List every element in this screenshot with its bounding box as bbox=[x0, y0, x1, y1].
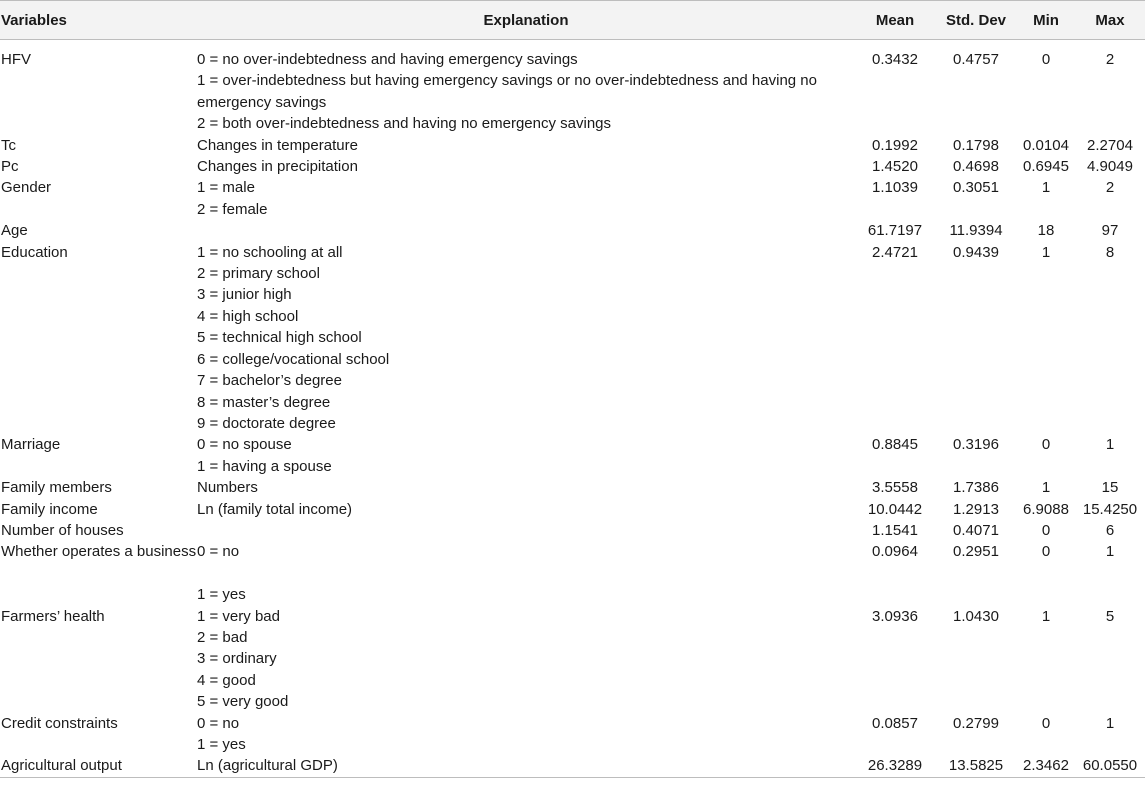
explanation-cell bbox=[197, 499, 855, 520]
mean-value: 1.1039 bbox=[872, 179, 918, 197]
table-row bbox=[0, 177, 1145, 220]
table-row bbox=[0, 156, 1145, 177]
explanation-line: 1 = having a spouse bbox=[197, 457, 332, 475]
variable-name: Credit constraints bbox=[1, 714, 118, 732]
explanation-cell bbox=[197, 135, 855, 156]
explanation-line: Ln (family total income) bbox=[197, 500, 353, 518]
explanation-line: 4 = good bbox=[197, 671, 256, 689]
std-dev-value: 0.4757 bbox=[953, 51, 999, 68]
explanation-line: 2 = both over-indebtedness and having no emergency savings bbox=[197, 115, 612, 133]
mean-value: 10.0442 bbox=[867, 500, 923, 518]
mean-value: 61.7197 bbox=[867, 222, 923, 240]
mean-value: 0.3432 bbox=[872, 51, 918, 68]
explanation-line: Changes in temperature bbox=[197, 136, 358, 154]
min-value: 18 bbox=[1037, 222, 1055, 240]
table-row bbox=[0, 477, 1145, 498]
explanation-cell bbox=[197, 220, 855, 241]
explanation-line bbox=[197, 563, 855, 584]
table-header-row bbox=[0, 1, 1145, 40]
header-std-dev: Std. Dev bbox=[935, 1, 1017, 40]
min-value: 0.6945 bbox=[1023, 158, 1069, 176]
table-row bbox=[0, 40, 1145, 135]
explanation-line: 3 = junior high bbox=[197, 286, 292, 304]
mean-value: 0.8845 bbox=[872, 436, 918, 454]
max-value: 97 bbox=[1101, 222, 1119, 240]
explanation-line: 0 = no bbox=[197, 714, 240, 732]
explanation-cell bbox=[197, 434, 855, 477]
variable-name: Family members bbox=[1, 479, 112, 497]
explanation-cell bbox=[197, 606, 855, 713]
explanation-cell bbox=[197, 177, 855, 220]
table-row bbox=[0, 713, 1145, 756]
explanation-cell bbox=[197, 755, 855, 777]
explanation-line: 8 = master’s degree bbox=[197, 393, 331, 411]
min-value: 6.9088 bbox=[1023, 500, 1069, 518]
std-dev-value: 0.4698 bbox=[953, 158, 999, 176]
explanation-line: Changes in precipitation bbox=[197, 158, 358, 176]
mean-value: 1.4520 bbox=[872, 158, 918, 176]
header-mean: Mean bbox=[855, 1, 935, 40]
std-dev-value: 1.2913 bbox=[953, 500, 999, 518]
variable-name: Tc bbox=[1, 136, 16, 154]
explanation-line: 1 = yes bbox=[197, 736, 246, 753]
header-explanation: Explanation bbox=[197, 1, 855, 40]
explanation-line: 0 = no bbox=[197, 543, 240, 561]
table-row bbox=[0, 520, 1145, 541]
min-value: 1 bbox=[1041, 479, 1051, 497]
variable-name: Whether operates a business bbox=[1, 543, 197, 561]
table-row bbox=[0, 606, 1145, 713]
std-dev-value: 0.3196 bbox=[953, 436, 999, 454]
explanation-cell bbox=[197, 477, 855, 498]
explanation-line: 3 = ordinary bbox=[197, 650, 277, 668]
header-variables: Variables bbox=[0, 1, 197, 40]
table-row bbox=[0, 242, 1145, 435]
explanation-line: 5 = very good bbox=[197, 693, 289, 711]
variable-name: Pc bbox=[1, 158, 19, 176]
variable-name: HFV bbox=[1, 51, 31, 68]
table-row bbox=[0, 755, 1145, 777]
max-value: 6 bbox=[1105, 521, 1115, 539]
mean-value: 26.3289 bbox=[855, 755, 935, 777]
min-value: 0 bbox=[1041, 543, 1051, 561]
max-value: 2 bbox=[1105, 51, 1115, 68]
explanation-cell bbox=[197, 156, 855, 177]
explanation-line: Ln (agricultural GDP) bbox=[197, 757, 338, 775]
explanation-cell bbox=[197, 242, 855, 435]
std-dev-value: 1.7386 bbox=[953, 479, 999, 497]
min-value: 1 bbox=[1041, 607, 1051, 625]
explanation-line: emergency savings bbox=[197, 93, 327, 111]
std-dev-value: 0.9439 bbox=[953, 243, 999, 261]
explanation-line: 1 = male bbox=[197, 179, 255, 197]
header-min: Min bbox=[1017, 1, 1075, 40]
explanation-line: 6 = college/vocational school bbox=[197, 350, 390, 368]
explanation-line: 9 = doctorate degree bbox=[197, 414, 336, 432]
explanation-line: Numbers bbox=[197, 479, 258, 497]
explanation-line: 2 = primary school bbox=[197, 265, 320, 283]
variable-name: Family income bbox=[1, 500, 98, 518]
explanation-cell bbox=[197, 541, 855, 605]
min-value: 0 bbox=[1041, 51, 1051, 68]
max-value: 15.4250 bbox=[1082, 500, 1138, 518]
table-row bbox=[0, 434, 1145, 477]
variable-name: Farmers’ health bbox=[1, 607, 105, 625]
min-value: 0 bbox=[1041, 436, 1051, 454]
table-row bbox=[0, 541, 1145, 605]
max-value: 2 bbox=[1105, 179, 1115, 197]
explanation-line: 1 = very bad bbox=[197, 607, 280, 625]
min-value: 2.3462 bbox=[1017, 755, 1075, 777]
max-value: 5 bbox=[1105, 607, 1115, 625]
variable-name: Number of houses bbox=[1, 521, 124, 539]
explanation-line: 7 = bachelor’s degree bbox=[197, 372, 342, 390]
table-row bbox=[0, 135, 1145, 156]
explanation-line: 1 = yes bbox=[197, 586, 246, 604]
header-max: Max bbox=[1075, 1, 1145, 40]
explanation-line: 4 = high school bbox=[197, 307, 299, 325]
explanation-line: 0 = no over-indebtedness and having emergency savings bbox=[197, 51, 578, 68]
std-dev-value: 11.9394 bbox=[949, 222, 1003, 240]
min-value: 1 bbox=[1041, 243, 1051, 261]
table-row bbox=[0, 499, 1145, 520]
std-dev-value: 0.2799 bbox=[953, 714, 999, 732]
min-value: 0.0104 bbox=[1023, 136, 1069, 154]
std-dev-value: 1.0430 bbox=[953, 607, 999, 625]
max-value: 1 bbox=[1105, 714, 1115, 732]
min-value: 0 bbox=[1041, 714, 1051, 732]
explanation-line: 1 = no schooling at all bbox=[197, 243, 343, 261]
variable-name: Marriage bbox=[1, 436, 61, 454]
std-dev-value: 0.2951 bbox=[953, 543, 999, 561]
max-value: 8 bbox=[1105, 243, 1115, 261]
variable-name: Gender bbox=[1, 179, 52, 197]
mean-value: 0.0857 bbox=[872, 714, 918, 732]
std-dev-value: 13.5825 bbox=[935, 755, 1017, 777]
max-value: 2.2704 bbox=[1087, 136, 1133, 154]
variable-name: Agricultural output bbox=[0, 755, 197, 777]
std-dev-value: 0.4071 bbox=[953, 521, 999, 539]
max-value: 15 bbox=[1101, 479, 1119, 497]
max-value: 1 bbox=[1105, 436, 1115, 454]
mean-value: 0.0964 bbox=[872, 543, 918, 561]
explanation-cell bbox=[197, 713, 855, 756]
table-body bbox=[0, 40, 1145, 778]
min-value: 0 bbox=[1041, 521, 1051, 539]
explanation-line: 2 = female bbox=[197, 200, 268, 218]
min-value: 1 bbox=[1041, 179, 1051, 197]
explanation-line: 1 = over-indebtedness but having emergency savings or no over-indebtedness and having no bbox=[197, 72, 817, 90]
mean-value: 3.5558 bbox=[872, 479, 918, 497]
mean-value: 1.1541 bbox=[872, 521, 918, 539]
mean-value: 2.4721 bbox=[872, 243, 918, 261]
mean-value: 3.0936 bbox=[872, 607, 918, 625]
explanation-cell bbox=[197, 520, 855, 541]
table-row bbox=[0, 220, 1145, 241]
variable-name: Education bbox=[1, 243, 68, 261]
explanation-line: 0 = no spouse bbox=[197, 436, 292, 454]
std-dev-value: 0.3051 bbox=[953, 179, 999, 197]
explanation-line: 2 = bad bbox=[197, 628, 248, 646]
explanation-cell bbox=[197, 40, 855, 135]
std-dev-value: 0.1798 bbox=[953, 136, 999, 154]
max-value: 60.0550 bbox=[1075, 755, 1145, 777]
explanation-line: 5 = technical high school bbox=[197, 329, 362, 347]
max-value: 4.9049 bbox=[1087, 158, 1133, 176]
mean-value: 0.1992 bbox=[872, 136, 918, 154]
max-value: 1 bbox=[1105, 543, 1115, 561]
variable-name: Age bbox=[1, 222, 28, 240]
